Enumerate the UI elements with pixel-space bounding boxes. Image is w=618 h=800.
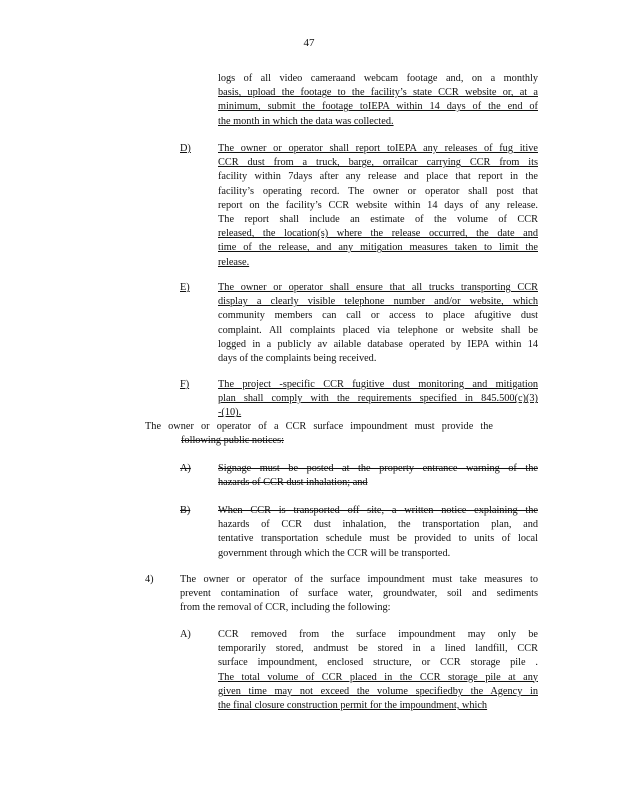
line-text: hazards of CCR dust inhalation, the transportation plan, and <box>218 519 538 531</box>
text-line <box>218 170 538 184</box>
paragraph-b <box>218 504 538 561</box>
paragraph-f <box>218 378 538 421</box>
paragraph-continuation <box>218 72 538 129</box>
line-text: tentative transportation schedule must be provided to units of local <box>218 533 538 545</box>
text-line <box>180 601 538 615</box>
line-text: display a clearly visible telephone number and/or website, which <box>218 296 538 308</box>
paragraph-e <box>218 281 538 366</box>
line-text: report on the facility’s CCR website within 14 days of any release. <box>218 199 538 211</box>
paragraph-public-notices <box>145 420 493 448</box>
text-line <box>218 378 538 392</box>
text-line <box>180 587 538 601</box>
item-label-d: D) <box>180 143 191 154</box>
line-text: facility’s operating record. The owner or operator shall post that <box>218 185 538 197</box>
text-line <box>218 185 538 199</box>
text-line <box>218 338 538 352</box>
line-text: basis, upload the footage to the facility’s state CCR website or, at a <box>218 87 538 99</box>
line-text: community members can call or access to place afugitive dust <box>218 310 538 322</box>
line-text: release. <box>218 256 250 268</box>
text-line <box>218 309 538 323</box>
text-line <box>218 295 538 309</box>
text-line <box>218 324 538 338</box>
line-text: temporarily stored, andmust be stored in a lined landfill, CCR <box>218 643 538 655</box>
text-line <box>218 392 538 406</box>
line-text: from the removal of CCR, including the following: <box>180 602 391 614</box>
paragraph-4 <box>180 573 538 616</box>
line-text: CCR removed from the surface impoundment may only be <box>218 629 538 640</box>
text-line <box>218 100 538 114</box>
line-text: The owner or operator shall report toIEPA any releases of fug itive <box>218 143 538 154</box>
line-text: logged in a publicly av ailable database operated by IEPA within 14 <box>218 338 538 350</box>
text-line <box>218 227 538 241</box>
line-text: time of the release, and any mitigation measures taken to limit the <box>218 242 538 254</box>
line-text: The owner or operator of a CCR surface impoundment must provide the <box>145 421 493 432</box>
item-label-a-notices: A) <box>180 463 191 474</box>
text-line <box>218 256 538 270</box>
text-line <box>218 504 538 518</box>
line-text: days of the complaints being received. <box>218 353 377 365</box>
text-line <box>218 532 538 546</box>
item-label-a-removal: A) <box>180 629 191 640</box>
text-line <box>218 406 538 420</box>
text-line <box>218 352 538 366</box>
line-text: surface impoundment, enclosed structure, or CCR storage pile . <box>218 657 538 669</box>
text-line <box>180 573 538 587</box>
line-text: plan shall comply with the requirements specified in 845.500(c)(3) <box>218 393 538 405</box>
line-text: released, the location(s) where the release occurred, the date and <box>218 228 538 240</box>
line-text: CCR dust from a truck, barge, orrailcar carrying CCR from its <box>218 157 538 169</box>
text-line <box>218 241 538 255</box>
item-label-e: E) <box>180 282 190 293</box>
text-line <box>218 142 538 156</box>
text-line <box>218 281 538 295</box>
line-text: -(10). <box>218 407 242 419</box>
line-text: When CCR is transported off site, a written notice explaining the <box>218 505 538 516</box>
line-text: logs of all video cameraand webcam footage and, on a monthly <box>218 73 538 84</box>
line-text: prevent contamination of surface water, groundwater, soil and sediments <box>180 588 538 600</box>
line-text: complaint. All complaints placed via telephone or website shall be <box>218 324 538 336</box>
text-line <box>218 685 538 699</box>
text-line <box>218 86 538 100</box>
line-text: hazards of CCR dust inhalation; and <box>218 477 368 489</box>
item-label-b: B) <box>180 505 191 516</box>
line-text: Signage must be posted at the property entrance warning of the <box>218 463 538 474</box>
text-line <box>218 115 538 129</box>
line-text: government through which the CCR will be transported. <box>218 547 451 559</box>
paragraph-a-removal <box>218 628 538 713</box>
line-text: The owner or operator shall ensure that all trucks transporting CCR <box>218 282 538 293</box>
line-text: the final closure construction permit for the impoundment, which <box>218 700 488 712</box>
line-text: the month in which the data was collected. <box>218 115 394 127</box>
text-line <box>218 199 538 213</box>
text-line <box>218 642 538 656</box>
item-label-f: F) <box>180 379 190 390</box>
line-text: The owner or operator of the surface impoundment must take measures to <box>180 574 538 585</box>
text-line <box>218 72 538 86</box>
text-line <box>218 213 538 227</box>
line-text: following public notices: <box>181 435 284 447</box>
line-text: given time may not exceed the volume specifiedby the Agency in <box>218 685 538 697</box>
line-text: facility within 7days after any release and place that report in the <box>218 171 538 183</box>
text-line <box>218 656 538 670</box>
text-line <box>218 156 538 170</box>
text-line <box>218 547 538 561</box>
paragraph-a-notices <box>218 462 538 490</box>
line-text: minimum, submit the footage toIEPA within 14 days of the end of <box>218 101 538 113</box>
text-line <box>218 628 538 642</box>
item-label-4: 4) <box>145 574 154 585</box>
line-text: The project -specific CCR fugitive dust monitoring and mitigation <box>218 379 538 390</box>
paragraph-d <box>218 142 538 270</box>
text-line <box>218 671 538 685</box>
line-text: The report shall include an estimate of the volume of CCR <box>218 214 538 226</box>
text-line <box>145 420 493 434</box>
text-line <box>218 699 538 713</box>
line-text: The total volume of CCR placed in the CCR storage pile at any <box>218 671 538 683</box>
page-number: 47 <box>303 37 315 49</box>
text-line <box>218 462 538 476</box>
text-line <box>145 434 493 448</box>
text-line <box>218 518 538 532</box>
text-line <box>218 476 538 490</box>
